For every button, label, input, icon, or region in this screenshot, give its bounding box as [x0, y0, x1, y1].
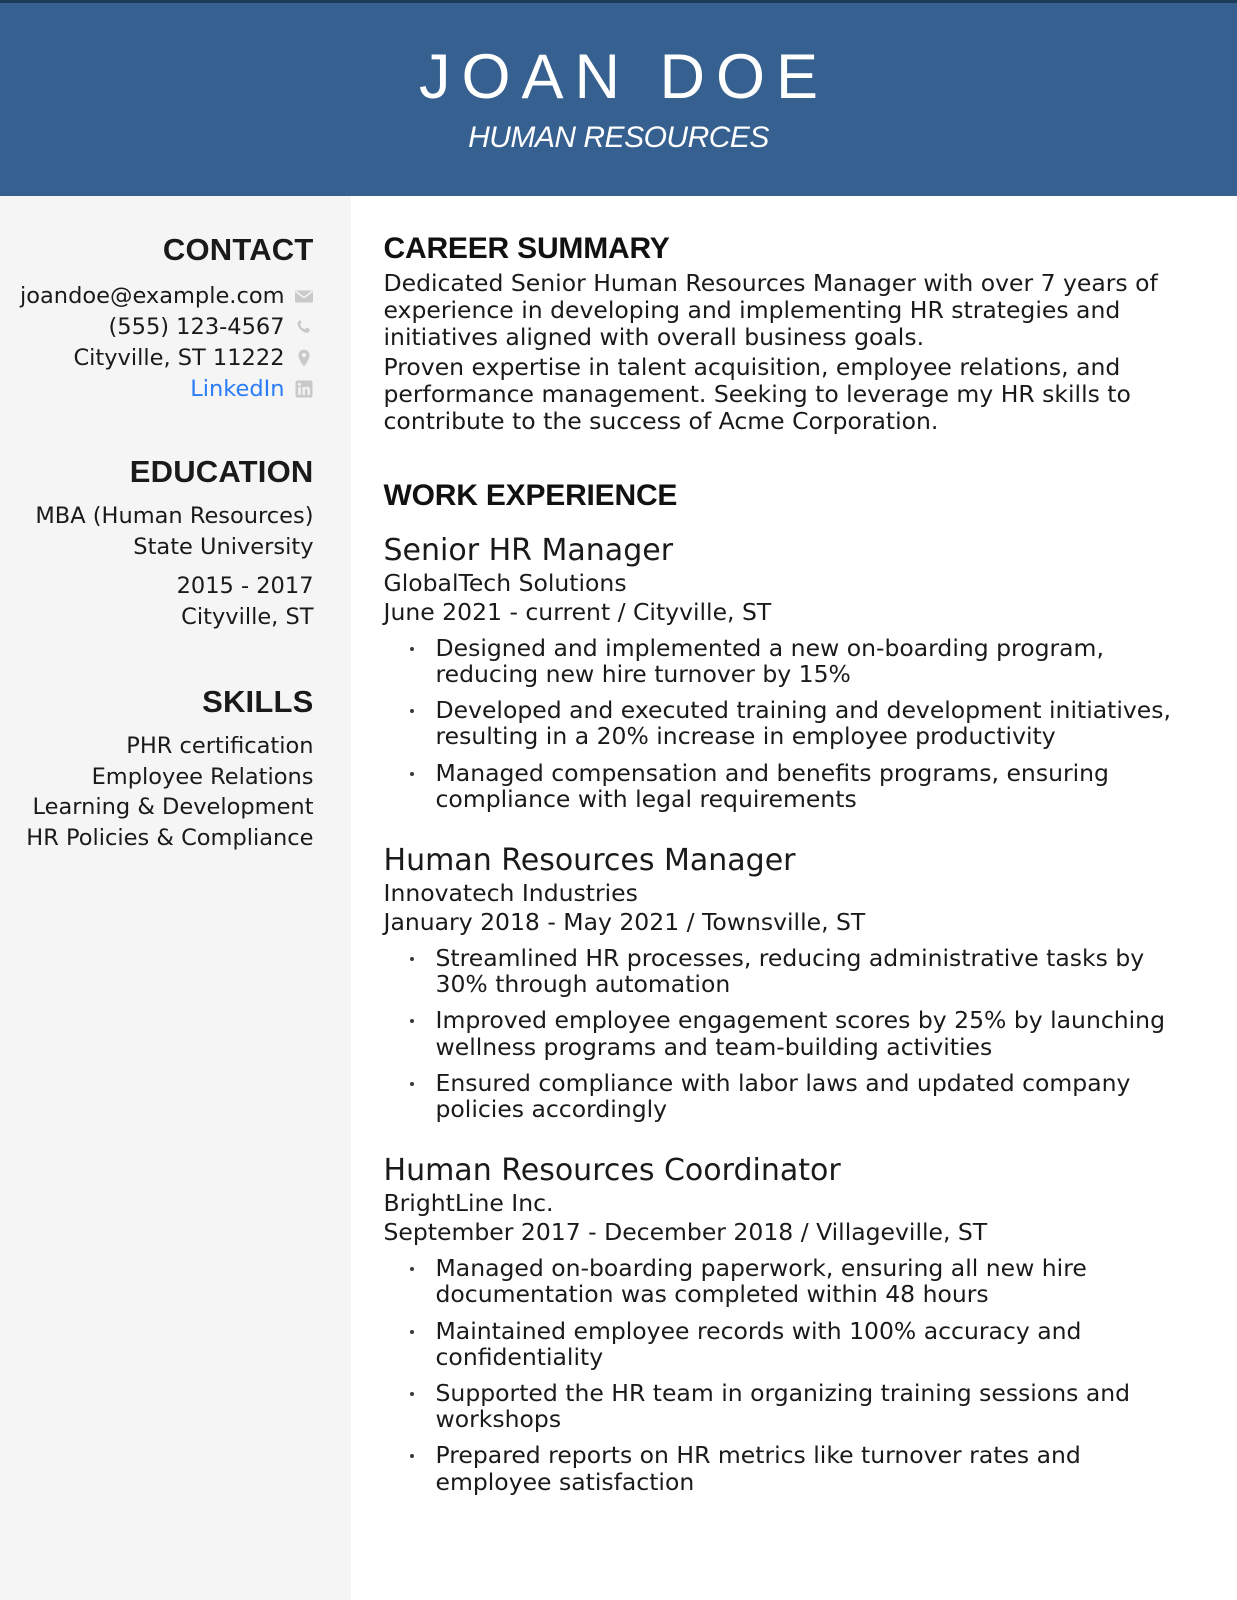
education-entry	[20, 501, 314, 632]
job-company: BrightLine Inc.	[383, 1189, 554, 1218]
contact-list	[20, 280, 314, 404]
job-dates-location: January 2018 - May 2021 / Townsville, ST	[383, 908, 866, 936]
job-title: Senior HR Manager	[383, 532, 674, 568]
education-degree: MBA (Human Resources)	[35, 503, 314, 529]
contact-heading: CONTACT	[162, 232, 314, 267]
header-subtitle: HUMAN RESOURCES	[468, 120, 769, 154]
job-bullet-list	[384, 945, 1177, 1122]
work-experience-heading: WORK EXPERIENCE	[383, 478, 678, 512]
work-experience-section	[384, 479, 1177, 1495]
job-title: Human Resources Coordinator	[383, 1153, 841, 1189]
contact-item-email	[20, 280, 314, 311]
list-item: Designed and implemented a new on-boarding program, reducing new hire turnover by 15%	[406, 635, 1177, 687]
skills-heading: SKILLS	[202, 684, 314, 719]
linkedin-icon[interactable]	[294, 379, 314, 399]
education-dates: 2015 - 2017	[176, 573, 314, 599]
job-dates-location: September 2017 - December 2018 / Villageville, ST	[383, 1218, 988, 1247]
list-item: Managed on-boarding paperwork, ensuring all new hire documentation was completed within 48 hours	[406, 1255, 1177, 1307]
job-entry	[384, 843, 1177, 1122]
contact-phone-text: (555) 123-4567	[108, 313, 285, 340]
contact-item-location	[20, 342, 314, 373]
job-title: Human Resources Manager	[383, 843, 796, 878]
list-item: Ensured compliance with labor laws and updated company policies accordingly	[406, 1070, 1177, 1122]
contact-item-linkedin[interactable]	[20, 373, 314, 404]
contact-location-text: Cityville, ST 11222	[73, 344, 285, 371]
education-heading: EDUCATION	[129, 454, 314, 489]
job-bullet-list	[384, 635, 1177, 812]
list-item: Learning & Development	[32, 794, 314, 820]
list-item: Managed compensation and benefits programs, ensuring compliance with legal requirements	[406, 760, 1177, 812]
skills-section	[20, 684, 314, 853]
phone-icon	[294, 317, 314, 337]
envelope-icon	[294, 286, 314, 306]
contact-email-text: joandoe@example.com	[20, 282, 285, 309]
education-section	[20, 454, 314, 632]
linkedin-link[interactable]: LinkedIn	[190, 375, 285, 402]
list-item: Improved employee engagement scores by 25% by launching wellness programs and team-building activities	[406, 1007, 1177, 1059]
list-item: Employee Relations	[91, 763, 314, 790]
resume-header	[0, 0, 1237, 196]
skills-list	[20, 731, 314, 853]
job-entry	[384, 533, 1177, 812]
sidebar	[0, 196, 351, 1600]
page-title: JOAN DOE	[418, 42, 830, 113]
list-item: Streamlined HR processes, reducing administrative tasks by 30% through automation	[406, 945, 1177, 997]
list-item: HR Policies & Compliance	[26, 824, 314, 851]
job-dates-location: June 2021 - current / Cityville, ST	[383, 597, 772, 626]
list-item: PHR certification	[126, 733, 314, 759]
career-summary-paragraph: Dedicated Senior Human Resources Manager with over 7 years of experience in developing and implementing HR strategies and initiatives aligned with overall business goals.	[383, 269, 1158, 351]
career-summary-paragraph: Proven expertise in talent acquisition, employee relations, and performance management. Seeking to leverage my HR skills to contribute to the success of Acme Corporation.	[383, 353, 1131, 435]
education-school: State University	[133, 533, 314, 560]
job-company: GlobalTech Solutions	[383, 568, 627, 597]
list-item: Maintained employee records with 100% accuracy and confidentiality	[406, 1318, 1177, 1370]
resume-body	[0, 196, 1237, 1600]
list-item: Developed and executed training and development initiatives, resulting in a 20% increase in employee productivity	[406, 697, 1177, 749]
education-location: Cityville, ST	[181, 603, 314, 630]
contact-section	[20, 232, 314, 404]
list-item: Prepared reports on HR metrics like turnover rates and employee satisfaction	[406, 1442, 1177, 1494]
job-bullet-list	[384, 1255, 1177, 1495]
career-summary-heading: CAREER SUMMARY	[383, 232, 670, 265]
list-item: Supported the HR team in organizing training sessions and workshops	[406, 1380, 1177, 1432]
main-content	[351, 196, 1237, 1600]
location-pin-icon	[294, 348, 314, 368]
education-spacer	[20, 562, 314, 571]
career-summary-section	[384, 232, 1177, 435]
job-company: Innovatech Industries	[383, 879, 638, 907]
job-entry	[384, 1153, 1177, 1495]
contact-item-phone	[20, 311, 314, 342]
